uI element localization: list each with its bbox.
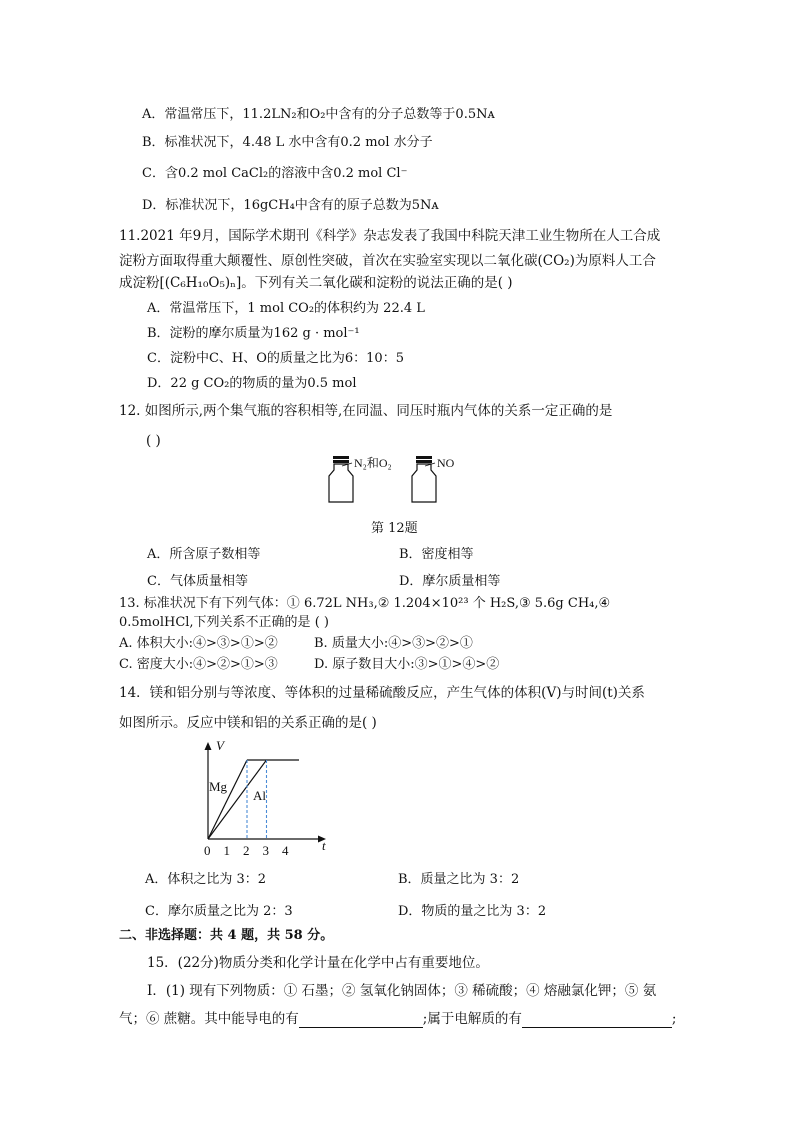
electrolyte-answer-blank[interactable] <box>522 1013 672 1028</box>
bottle-2-icon <box>412 456 436 502</box>
q10-option-b: B．标准状况下，4.48 L 水中含有0.2 mol 水分子 <box>142 135 433 150</box>
q15-text-b: ;属于电解质的有 <box>422 1011 522 1027</box>
section-2-heading: 二、非选择题：共 4 题，共 58 分。 <box>119 928 334 943</box>
q13-option-d: D. 原子数目大小:③>①>④>② <box>314 657 500 672</box>
q15-part1-line-1: Ⅰ．(1) 现有下列物质：① 石墨；② 氢氧化钠固体；③ 稀硫酸；④ 熔融氯化钾；⑤ 氨 <box>147 983 657 999</box>
q15-intro: 15．(22分)物质分类和化学计量在化学中占有重要地位。 <box>147 955 489 971</box>
q14-stem-line-1: 14．镁和铝分别与等浓度、等体积的过量稀硫酸反应，产生气体的体积(V)与时间(t)关系 <box>119 685 645 701</box>
q15-part1-line-2 <box>119 1010 676 1028</box>
q13-stem-line-1: 13. 标准状况下有下列气体：① 6.72L NH₃,② 1.204×10²³ 个 H₂S,③ 5.6g CH₄,④ <box>119 596 611 611</box>
q12-answer-paren: ( ) <box>146 433 161 449</box>
gas-bottles-figure <box>320 452 480 508</box>
q14-stem-line-2: 如图所示。反应中镁和铝的关系正确的是( ) <box>119 715 377 731</box>
q14-option-a: A．体积之比为 3：2 <box>145 872 267 887</box>
al-series-label: Al <box>253 788 266 803</box>
q13-option-c: C. 密度大小:④>②>①>③ <box>119 657 278 672</box>
y-axis-label: V <box>216 738 224 753</box>
bottle-1-icon <box>329 456 353 502</box>
q10-option-c: C．含0.2 mol CaCl₂的溶液中含0.2 mol Cl⁻ <box>142 166 408 181</box>
q12-option-b: B．密度相等 <box>399 547 474 562</box>
q11-stem-line-2: 淀粉方面取得重大颠覆性、原创性突破，首次在实验室实现以二氧化碳(CO₂)为原料人工合 <box>119 253 656 269</box>
q11-option-b: B．淀粉的摩尔质量为162 g · mol⁻¹ <box>147 326 360 341</box>
q14-option-c: C．摩尔质量之比为 2：3 <box>145 904 293 919</box>
x-tick-label: 2 <box>243 843 250 858</box>
bottle-2-label: NO <box>437 456 455 470</box>
q11-option-d: D．22 g CO₂的物质的量为0.5 mol <box>147 376 357 391</box>
x-axis-label: t <box>322 838 326 853</box>
q12-option-d: D．摩尔质量相等 <box>399 574 501 589</box>
mg-series-label: Mg <box>209 779 228 794</box>
q13-stem-line-2: 0.5molHCl,下列关系不正确的是 ( ) <box>119 615 329 630</box>
q11-option-c: C．淀粉中C、H、O的质量之比为6：10：5 <box>147 351 404 366</box>
x-tick-label: 1 <box>223 843 230 858</box>
bottle-1-label: N₂和O₂ <box>354 456 392 470</box>
q12-option-a: A．所含原子数相等 <box>147 547 261 562</box>
x-tick-label: 3 <box>262 843 269 858</box>
q14-option-d: D．物质的量之比为 3：2 <box>398 904 547 919</box>
x-tick-label: 0 <box>204 843 211 858</box>
q11-stem-line-1: 11.2021 年9月，国际学术期刊《科学》杂志发表了我国中科院天津工业生物所在人工合成 <box>119 228 661 244</box>
q10-option-d: D．标准状况下，16gCH₄中含有的原子总数为5Nᴀ <box>142 198 439 213</box>
q15-text-c: ; <box>671 1011 677 1027</box>
q12-figure-caption: 第 12题 <box>371 521 418 536</box>
q12-option-c: C．气体质量相等 <box>147 574 248 589</box>
y-axis-arrow-icon <box>205 742 212 750</box>
mg-line <box>208 760 247 839</box>
volume-time-graph <box>196 736 341 864</box>
conductor-answer-blank[interactable] <box>299 1013 423 1028</box>
q14-option-b: B．质量之比为 3：2 <box>398 872 520 887</box>
q15-text-a: 气；⑥ 蔗糖。其中能导电的有 <box>119 1011 299 1027</box>
q11-option-a: A．常温常压下，1 mol CO₂的体积约为 22.4 L <box>147 301 425 316</box>
q13-option-b: B. 质量大小:④>③>②>① <box>314 636 473 651</box>
x-tick-label: 4 <box>282 843 289 858</box>
q10-option-a: A．常温常压下，11.2LN₂和O₂中含有的分子总数等于0.5Nᴀ <box>142 107 495 122</box>
q11-stem-line-3: 成淀粉[(C₆H₁₀O₅)ₙ]。下列有关二氧化碳和淀粉的说法正确的是( ) <box>119 275 513 291</box>
q12-stem: 12. 如图所示,两个集气瓶的容积相等,在同温、同压时瓶内气体的关系一定正确的是 <box>119 403 613 419</box>
q13-option-a: A. 体积大小:④>③>①>② <box>119 636 278 651</box>
